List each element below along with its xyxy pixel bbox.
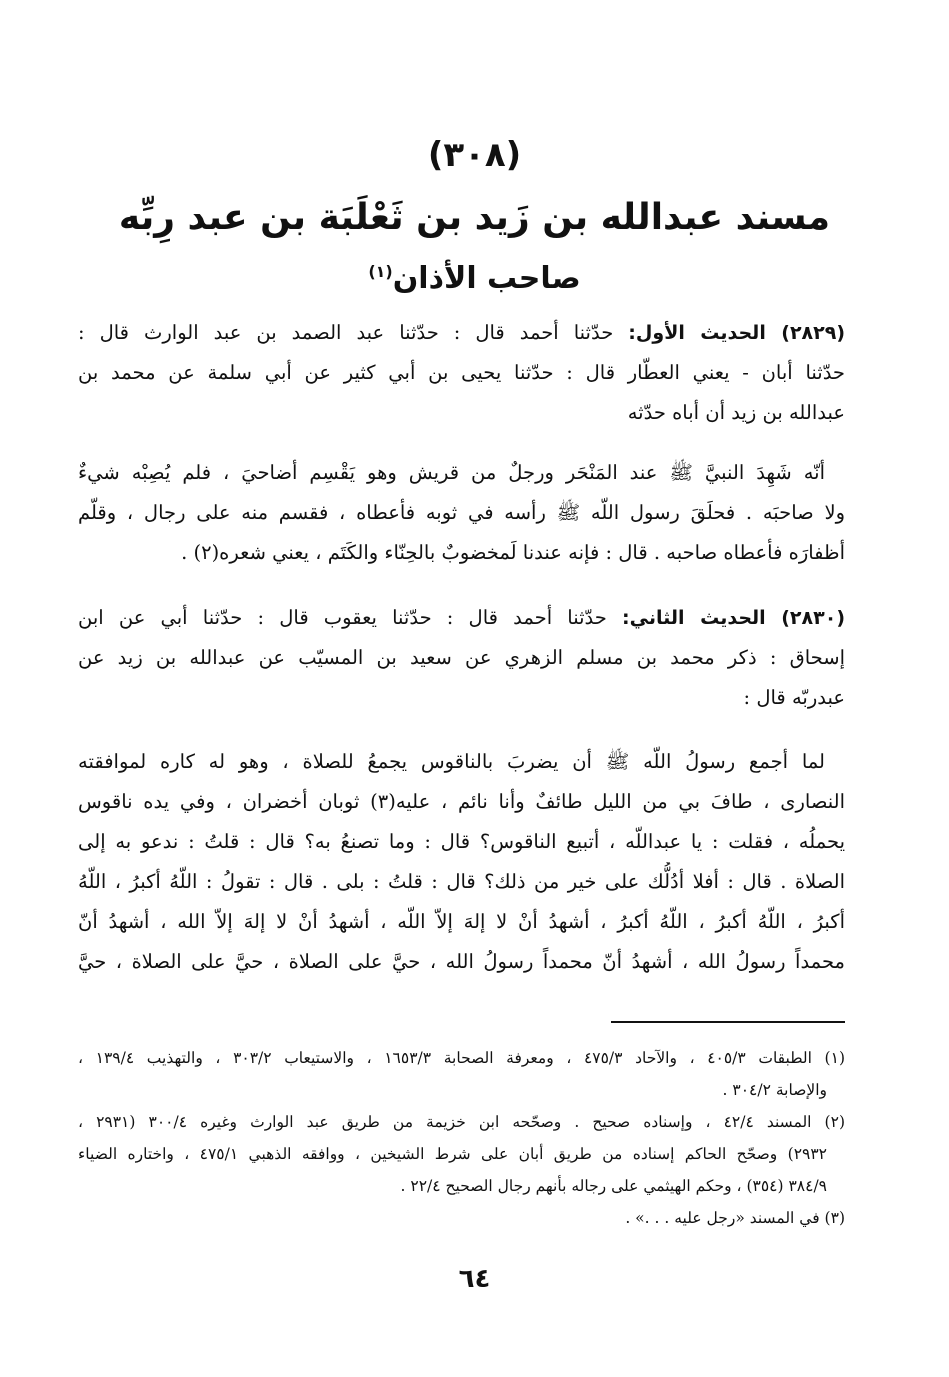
hadith-1-isnad-line: عبدالله بن زيد أن أباه حدّثه bbox=[627, 401, 845, 424]
footnote-line: ٣٨٤/٩ (٣٥٤) ، وحكم الهيثمي على رجاله بأنهم رجال الصحيح ٢٢/٤ . bbox=[400, 1177, 827, 1195]
footnote-separator bbox=[611, 1021, 845, 1023]
hadith-1-isnad-line bbox=[78, 313, 845, 353]
hadith-1-isnad-text: حدّثنا أحمد قال : حدّثنا عبد الصمد بن عبد الوارث قال : bbox=[78, 321, 614, 344]
hadith-2-matn bbox=[78, 742, 845, 982]
footnote-line: ٢٩٣٢) وصحّح الحاكم إسناده من طريق أبان على شرط الشيخين ، ووافقه الذهبي ٤٧٥/١ ، واختاره الضياء bbox=[78, 1145, 827, 1163]
hadith-1-matn bbox=[78, 453, 845, 573]
hadith-2-matn-line: الصلاة . قال : أفلا أدُلُّك على خير من ذلك؟ قال : قلتُ : بلى . قال : تقولُ : اللّهُ أكبرُ ، اللّهُ bbox=[78, 870, 845, 893]
subtitle-text: صاحب الأذان bbox=[392, 261, 581, 296]
hadith-2-isnad-line: إسحاق : ذكر محمد بن مسلم الزهري عن سعيد بن المسيّب عن عبدالله بن زيد عن bbox=[78, 646, 845, 669]
hadith-2-isnad bbox=[78, 598, 845, 718]
footnote-line: (٣) في المسند «رجل عليه . . .» . bbox=[625, 1209, 845, 1227]
hadith-1-isnad-line: حدّثنا أبان - يعني العطّار قال : حدّثنا يحيى بن أبي كثير عن أبي سلمة عن محمد بن bbox=[78, 361, 845, 384]
hadith-2-isnad-line bbox=[78, 598, 845, 638]
page-number: ٦٤ bbox=[458, 1264, 491, 1294]
hadith-2-isnad-text: حدّثنا أحمد قال : حدّثنا يعقوب قال : حدّثنا أبي عن ابن bbox=[78, 606, 607, 629]
hadith-1-matn-line: أظفارَه فأعطاه صاحبه . قال : فإنه عندنا لَمخضوبٌ بالحِنّاء والكَتَم ، يعني شعره(٢) . bbox=[181, 541, 845, 564]
hadith-1-isnad bbox=[78, 313, 845, 433]
hadith-1-matn-line: ولا صاحبَه . فحلَقَ رسول اللّه ﷺ رأسه في ثوبه فأعطاه ، فقسم منه على رجال ، وقلّم bbox=[78, 501, 845, 524]
musnad-title: مسند عبدالله بن زَيد بن ثَعْلَبَة بن عبد رِبِّه bbox=[118, 197, 831, 238]
footnotes bbox=[78, 1042, 845, 1234]
hadith-1-label: (٢٨٢٩) الحديث الأول: bbox=[628, 322, 845, 344]
footnote-line: (١) الطبقات ٤٠٥/٣ ، والآحاد ٤٧٥/٣ ، ومعرفة الصحابة ١٦٥٣/٣ ، والاستيعاب ٣٠٣/٢ ، والتهذيب ١٣٩/٤ ، bbox=[78, 1049, 845, 1067]
hadith-2-matn-line: يحملُه ، فقلت : يا عبداللّه ، أتبيع الناقوس؟ قال : وما تصنعُ به؟ قال : قلتُ : ندعو به إلى bbox=[78, 830, 845, 853]
hadith-2-matn-line: النصارى ، طافَ بي من الليل طائفٌ وأنا نائم ، عليه(٣) ثوبان أخضران ، وفي يده ناقوس bbox=[78, 790, 845, 813]
hadith-2-matn-line: محمداً رسولُ الله ، أشهدُ أنّ محمداً رسولُ الله ، حيَّ على الصلاة ، حيَّ على الصلاة ، حيَّ bbox=[78, 950, 845, 973]
subtitle-footnote-ref: (١) bbox=[368, 262, 393, 281]
section-number: (٣٠٨) bbox=[427, 135, 522, 175]
footnote-line: (٢) المسند ٤٢/٤ ، وإسناده صحيح . وصحّحه ابن خزيمة من طريق عبد الوارث وغيره ٣٠٠/٤ (٢٩٣١ ، bbox=[78, 1113, 845, 1131]
hadith-2-label: (٢٨٣٠) الحديث الثاني: bbox=[622, 607, 845, 629]
musnad-subtitle bbox=[0, 250, 949, 301]
hadith-2-isnad-line: عبدربّه قال : bbox=[743, 686, 845, 709]
footnote-line: والإصابة ٣٠٤/٢ . bbox=[722, 1081, 827, 1099]
hadith-2-matn-line: أكبرُ ، اللّهُ أكبرُ ، اللّهُ أكبرُ ، أشهدُ أنْ لا إلهَ إلاّ اللّه ، أشهدُ أنْ لا إلهَ إلاّ الله ، أشهدُ أنّ bbox=[78, 910, 845, 933]
hadith-1-matn-line: أنّه شَهِدَ النبيَّ ﷺ عند المَنْحَر ورجلٌ من قريش وهو يَقْسِم أضاحيَ ، فلم يُصِبْه شيءٌ bbox=[78, 461, 825, 484]
hadith-2-matn-line: لما أجمع رسولُ اللّه ﷺ أن يضربَ بالناقوس يجمعُ للصلاة ، وهو له كاره لموافقته bbox=[78, 750, 825, 773]
